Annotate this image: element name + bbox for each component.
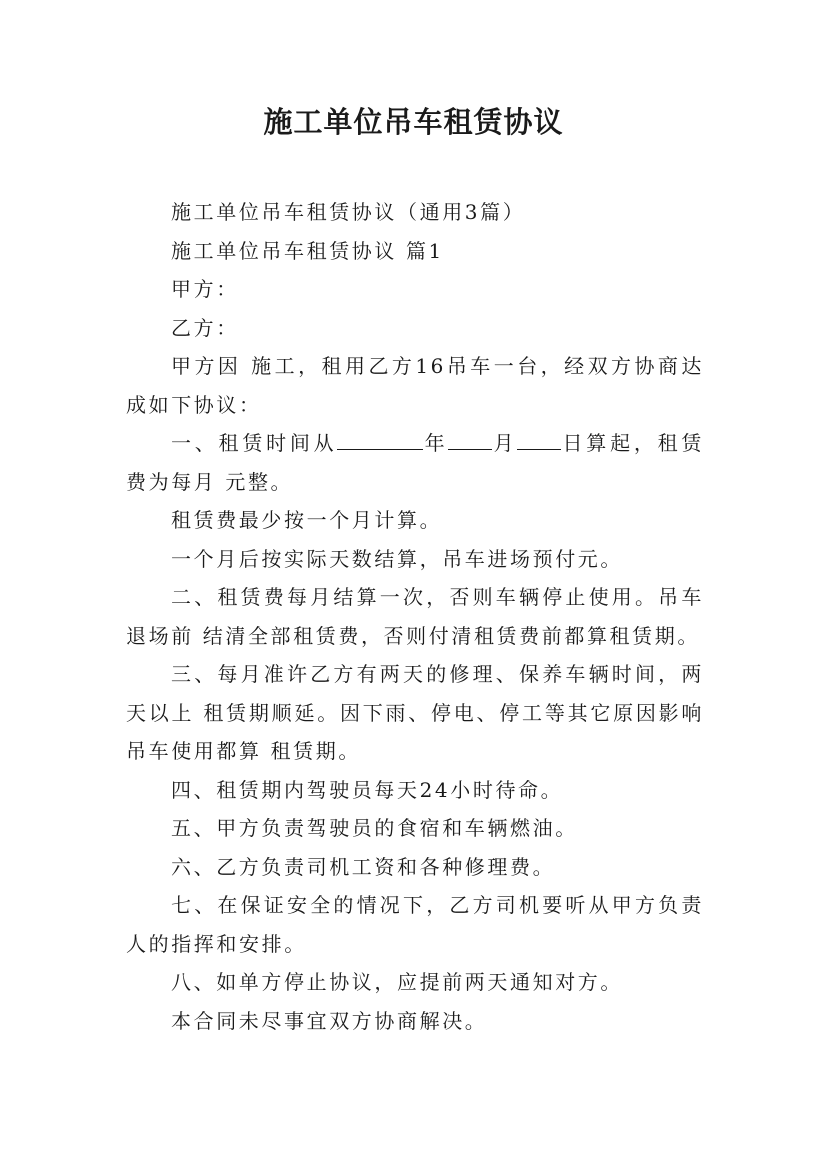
paragraph-clause-5: 五、甲方负责驾驶员的食宿和车辆燃油。 bbox=[171, 816, 578, 840]
paragraph-subtitle: 施工单位吊车租赁协议（通用3篇） bbox=[171, 200, 526, 224]
paragraph-clause-1 bbox=[126, 424, 704, 501]
blank-day-field bbox=[517, 427, 561, 450]
document-body bbox=[126, 193, 704, 1040]
clause-1-month-label: 月 bbox=[492, 431, 518, 455]
paragraph-clause-3: 三、每月准许乙方有两天的修理、保养车辆时间，两天以上 租赁期顺延。因下雨、停电、停工等其它原因影响吊车使用都算 租赁期。 bbox=[126, 662, 704, 763]
clause-1-start: 一、租赁时间从 bbox=[171, 431, 338, 455]
paragraph-section-heading: 施工单位吊车租赁协议 篇1 bbox=[171, 238, 444, 263]
blank-year-field bbox=[337, 427, 423, 450]
paragraph-intro: 甲方因 施工，租用乙方16吊车一台，经双方协商达成如下协议： bbox=[126, 354, 704, 417]
paragraph-closing: 本合同未尽事宜双方协商解决。 bbox=[171, 1008, 488, 1033]
paragraph-party-a: 甲方： bbox=[171, 277, 239, 301]
paragraph-settlement: 一个月后按实际天数结算，吊车进场预付元。 bbox=[171, 546, 623, 571]
paragraph-clause-8: 八、如单方停止协议，应提前两天通知对方。 bbox=[171, 970, 623, 994]
document-title: 施工单位吊车租赁协议 bbox=[263, 105, 564, 139]
paragraph-clause-4: 四、租赁期内驾驶员每天24小时待命。 bbox=[171, 777, 564, 802]
paragraph-clause-6: 六、乙方负责司机工资和各种修理费。 bbox=[171, 854, 556, 879]
clause-1-end: 日算起，租赁费为每月 元整。 bbox=[126, 431, 704, 494]
paragraph-clause-7: 七、在保证安全的情况下，乙方司机要听从甲方负责人的指挥和安排。 bbox=[126, 893, 704, 956]
paragraph-party-b: 乙方： bbox=[171, 315, 239, 340]
paragraph-clause-2: 二、租赁费每月结算一次，否则车辆停止使用。吊车退场前 结清全部租赁费，否则付清租赁费前都算租赁期。 bbox=[126, 585, 704, 648]
clause-1-year-label: 年 bbox=[423, 431, 449, 455]
paragraph-minimum-fee: 租赁费最少按一个月计算。 bbox=[171, 508, 443, 532]
blank-month-field bbox=[448, 427, 492, 450]
